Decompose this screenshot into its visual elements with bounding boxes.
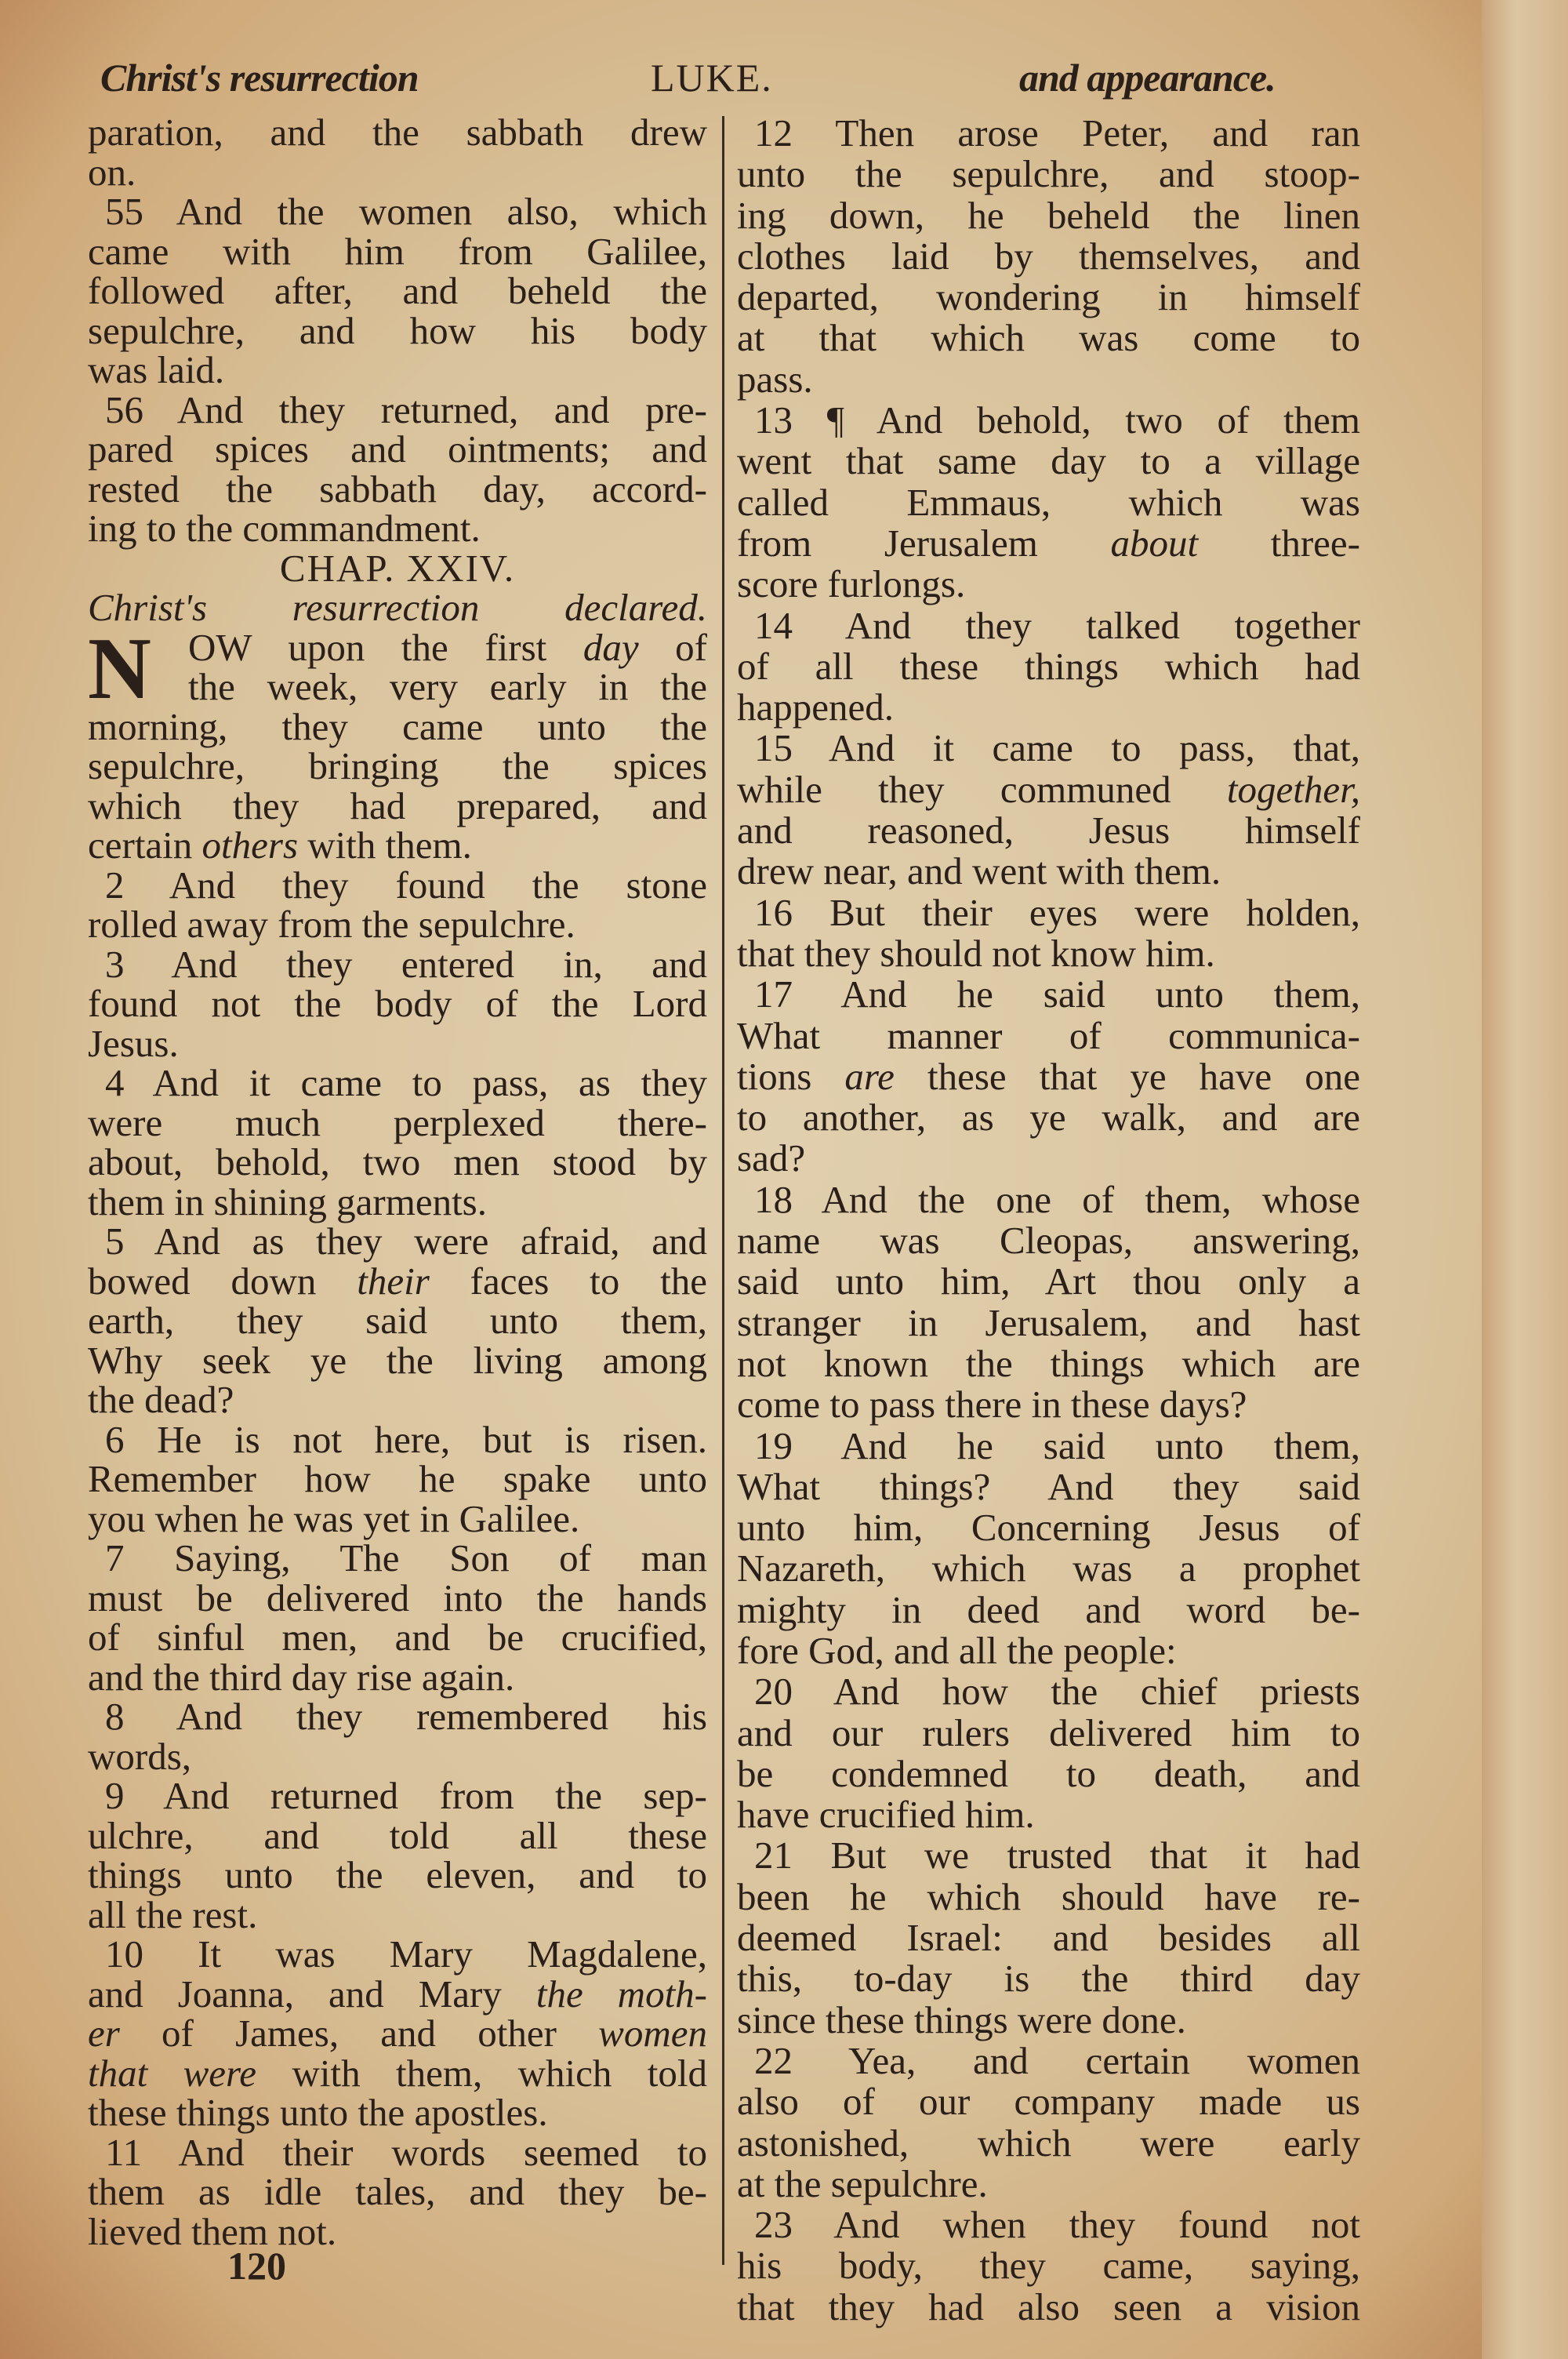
text-line: come to pass there in these days? (737, 1383, 1247, 1427)
left-column-text-after (88, 620, 707, 2253)
text-segment: and Joanna, and Mary (88, 1972, 536, 2016)
italic-text-segment: their (357, 1259, 430, 1303)
text-line: all the rest. (88, 1892, 258, 1936)
text-line: 14 And they talked together (754, 603, 1360, 647)
text-line: been he which should have re- (737, 1874, 1360, 1918)
text-line (737, 523, 1360, 564)
text-segment: tions (737, 1054, 845, 1098)
text-line: them in shining garments. (88, 1180, 487, 1223)
text-line: 7 Saying, The Son of man (105, 1536, 707, 1579)
text-line: 6 He is not here, but is risen. (105, 1417, 707, 1461)
text-line (737, 1056, 1360, 1097)
text-line: unto him, Concerning Jesus of (737, 1506, 1360, 1550)
right-column (737, 113, 1360, 2328)
text-line: on. (88, 150, 136, 194)
text-line: Why seek ye the living among (88, 1338, 707, 1382)
text-line: 20 And how the chief priests (754, 1670, 1360, 1714)
text-line: 12 Then arose Peter, and ran (754, 111, 1360, 154)
text-line: was laid. (88, 348, 225, 391)
text-line: earth, they said unto them, (88, 1299, 707, 1342)
text-line: must be delivered into the hands (88, 1576, 707, 1619)
left-column-text-before (88, 113, 707, 549)
text-line: Jesus. (88, 1021, 179, 1065)
text-line: morning, they came unto the (88, 704, 707, 748)
text-line: lieved them not. (88, 2209, 337, 2253)
text-line: since these things were done. (737, 1997, 1186, 2041)
text-line: sepulchre, and how his body (88, 308, 707, 352)
text-segment: OW upon the first (188, 625, 583, 669)
right-column-text (737, 113, 1360, 2328)
text-line: this, to-day is the third day (737, 1957, 1360, 2001)
text-line: you when he was yet in Galilee. (88, 1496, 580, 1540)
italic-text-segment: that were (88, 2051, 257, 2095)
text-line: of all these things which had (737, 644, 1360, 688)
text-line: were much perplexed there- (88, 1100, 707, 1144)
text-line: 11 And their words seemed to (105, 2130, 707, 2174)
text-line: 22 Yea, and certain women (754, 2038, 1360, 2082)
text-line: to another, as ye walk, and are (737, 1096, 1360, 1140)
running-head-right: and appearance. (1019, 56, 1276, 100)
text-line: Nazareth, which was a prophet (737, 1547, 1360, 1590)
text-line (88, 2051, 707, 2095)
text-segment: faces to the (429, 1259, 707, 1303)
text-line: fore God, and all the people: (737, 1628, 1177, 1672)
text-line (88, 2014, 707, 2054)
text-line: called Emmaus, which was (737, 480, 1360, 524)
text-line: 23 And when they found not (754, 2203, 1360, 2247)
text-line: astonished, which were early (737, 2121, 1360, 2165)
text-line: which they had prepared, and (88, 783, 707, 827)
chapter-heading: CHAP. XXIV. (279, 546, 516, 590)
text-line: stranger in Jerusalem, and hast (737, 1300, 1360, 1344)
text-line: words, (88, 1734, 192, 1778)
text-line: be condemned to death, and (737, 1751, 1360, 1795)
text-segment: these that ye have one (894, 1054, 1360, 1098)
italic-text-segment: the moth- (535, 1972, 707, 2016)
text-line: pared spices and ointments; and (88, 427, 707, 471)
text-line: not known the things which are (737, 1341, 1360, 1385)
text-line: at that which was come to (737, 316, 1360, 360)
text-line: that they had also seen a vision (737, 2284, 1360, 2328)
text-line: paration, and the sabbath drew (88, 111, 707, 154)
text-segment: bowed down (88, 1259, 358, 1303)
text-line: 9 And returned from the sep- (105, 1774, 707, 1817)
chapter-summary: Christ's resurrection declared. (88, 586, 707, 629)
text-line: of sinful men, and be crucified, (88, 1616, 707, 1659)
text-line: mighty in deed and word be- (737, 1587, 1360, 1631)
text-line: and reasoned, Jesus himself (737, 809, 1360, 852)
text-segment: while they communed (737, 767, 1227, 811)
text-line: What manner of communica- (737, 1013, 1360, 1057)
text-line: 8 And they remembered his (105, 1695, 707, 1738)
italic-text-segment: women (598, 2012, 707, 2055)
text-line (88, 1259, 707, 1303)
text-line: rested the sabbath day, accord- (88, 467, 707, 511)
text-line: departed, wondering in himself (737, 275, 1360, 319)
italic-text-segment: day (583, 625, 639, 669)
text-line: 15 And it came to pass, that, (754, 726, 1360, 770)
text-line (88, 1972, 707, 2016)
text-line: and our rulers delivered him to (737, 1710, 1360, 1754)
text-line: came with him from Galilee, (88, 229, 707, 273)
text-line: 56 And they returned, and pre- (105, 387, 707, 431)
text-line: deemed Israel: and besides all (737, 1916, 1360, 1960)
text-segment: three- (1198, 521, 1360, 565)
text-line: pass. (737, 357, 813, 401)
text-line: have crucified him. (737, 1793, 1035, 1837)
text-line: that they should not know him. (737, 931, 1215, 975)
text-line: things unto the eleven, and to (88, 1853, 707, 1896)
text-line: his body, they came, saying, (737, 2244, 1360, 2288)
text-line: ing to the commandment. (88, 507, 481, 550)
text-line: sepulchre, bringing the spices (88, 744, 707, 787)
text-segment: with them. (298, 823, 472, 867)
text-line: said unto him, Art thou only a (737, 1259, 1360, 1303)
chapter-opening (88, 620, 707, 2253)
text-line: ulchre, and told all these (88, 1813, 707, 1857)
text-line: 13 ¶ And behold, two of them (754, 398, 1360, 442)
text-line: and the third day rise again. (88, 1655, 515, 1699)
text-line: sad? (737, 1136, 806, 1180)
text-line: also of our company made us (737, 2080, 1360, 2124)
text-line: score furlongs. (737, 562, 966, 606)
italic-text-segment: others (201, 823, 299, 867)
text-line: at the sepulchre. (737, 2161, 988, 2205)
running-head-left: Christ's resurrection (100, 56, 419, 100)
text-line: 5 And as they were afraid, and (105, 1219, 707, 1263)
text-line: drew near, and went with them. (737, 849, 1221, 893)
text-line: 2 And they found the stone (105, 863, 707, 907)
text-line: the dead? (88, 1378, 234, 1421)
drop-cap: N (88, 620, 151, 718)
text-line: about, behold, two men stood by (88, 1140, 707, 1183)
text-line: 4 And it came to pass, as they (105, 1061, 707, 1104)
italic-text-segment: together, (1226, 767, 1360, 811)
page-edge (1482, 0, 1568, 2359)
text-segment: certain (88, 823, 202, 867)
text-line: 16 But their eyes were holden, (754, 890, 1360, 934)
text-segment: of (638, 625, 707, 669)
text-line: rolled away from the sepulchre. (88, 903, 575, 946)
page-number: 120 (227, 2244, 286, 2288)
text-segment: with them, which told (256, 2051, 707, 2095)
text-line (737, 769, 1360, 810)
text-line: found not the body of the Lord (88, 982, 707, 1025)
running-head-book: LUKE. (651, 56, 773, 100)
text-line: 55 And the women also, which (105, 190, 707, 233)
left-column (88, 113, 707, 2252)
text-line: 19 And he said unto them, (754, 1423, 1360, 1467)
text-line: Remember how he spake unto (88, 1457, 707, 1500)
text-line: 21 But we trusted that it had (754, 1834, 1360, 1877)
text-line: 3 And they entered in, and (105, 942, 707, 986)
text-line (88, 823, 707, 867)
text-line: clothes laid by themselves, and (737, 234, 1360, 278)
text-line: 18 And the one of them, whose (754, 1177, 1360, 1221)
text-line: What things? And they said (737, 1464, 1360, 1508)
text-line: followed after, and beheld the (88, 269, 707, 312)
text-line: unto the sepulchre, and stoop- (737, 152, 1360, 196)
text-line: happened. (737, 685, 894, 729)
text-segment: from Jerusalem (737, 521, 1111, 565)
italic-text-segment: about (1110, 521, 1199, 565)
text-line: went that same day to a village (737, 439, 1360, 483)
italic-text-segment: are (844, 1054, 895, 1098)
text-line: these things unto the apostles. (88, 2091, 548, 2134)
text-line: the week, very early in the (188, 665, 707, 708)
text-line: them as idle tales, and they be- (88, 2170, 707, 2213)
text-line: name was Cleopas, answering, (737, 1219, 1360, 1263)
italic-text-segment: er (88, 2012, 120, 2055)
column-divider (722, 116, 724, 2265)
text-line: ing down, he beheld the linen (737, 193, 1360, 237)
text-segment: of James, and other (119, 2012, 599, 2055)
text-line: 17 And he said unto them, (754, 972, 1360, 1016)
text-line: 10 It was Mary Magdalene, (105, 1932, 707, 1976)
text-line (88, 625, 707, 669)
